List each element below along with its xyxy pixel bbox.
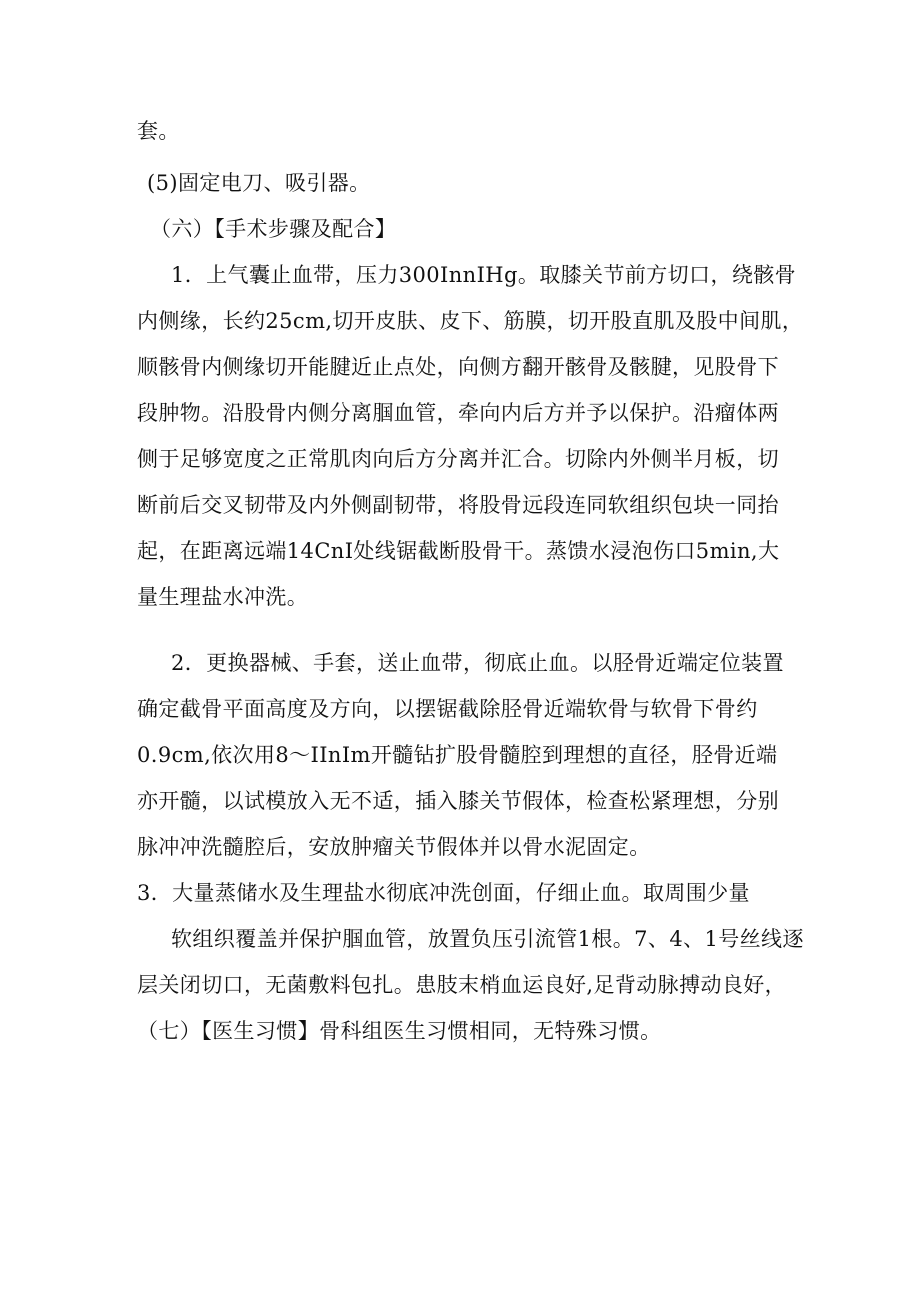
- step-2-line-1: 2．更换器械、手套，送止血带，彻底止血。以胫骨近端定位装置: [171, 651, 784, 675]
- step-1-line-5: 侧于足够宽度之正常肌肉向后方分离并汇合。切除内外侧半月板，切: [137, 447, 779, 471]
- step-1-line-6: 断前后交叉韧带及内外侧副韧带，将股骨远段连同软组织包块一同抬: [137, 493, 779, 517]
- step-1-line-3: 顺骸骨内侧缘切开能腱近止点处，向侧方翻开骸骨及骸腱，见股骨下: [137, 355, 779, 379]
- step-3-line-2: 软组织覆盖并保护腘血管，放置负压引流管1根。7、4、1号丝线逐: [171, 927, 804, 951]
- step-2-line-4: 亦开髓，以试模放入无不适，插入膝关节假体，检查松紧理想，分别: [137, 789, 779, 813]
- step-1-line-1: 1．上气囊止血带，压力300InnIHg。取膝关节前方切口，绕骸骨: [171, 263, 797, 287]
- step-2-line-3: 0.9cm,依次用8～IInIm开髓钻扩股骨髓腔到理想的直径，胫骨近端: [137, 743, 778, 767]
- text-line-item-5: (5)固定电刀、吸引器。: [147, 171, 371, 195]
- section-heading-7: （七）【医生习惯】骨科组医生习惯相同，无特殊习惯。: [137, 1019, 662, 1043]
- step-3-line-3: 层关闭切口，无菌敷料包扎。患肢末梢血运良好,足背动脉搏动良好，: [137, 973, 787, 997]
- step-1-line-4: 段肿物。沿股骨内侧分离腘血管，牵向内后方并予以保护。沿瘤体两: [137, 401, 779, 425]
- step-2-line-2: 确定截骨平面高度及方向，以摆锯截除胫骨近端软骨与软骨下骨约: [137, 697, 758, 721]
- step-1-line-8: 量生理盐水冲洗。: [137, 585, 309, 609]
- step-2-line-5: 脉冲冲洗髓腔后，安放肿瘤关节假体并以骨水泥固定。: [137, 835, 651, 859]
- text-line-continuation: 套。: [137, 119, 180, 143]
- step-3-line-1: 3．大量蒸储水及生理盐水彻底冲洗创面，仔细止血。取周围少量: [137, 881, 750, 905]
- section-heading-6: （六）【手术步骤及配合】: [150, 217, 397, 241]
- step-1-line-7: 起，在距离远端14CnI处线锯截断股骨干。蒸馈水浸泡伤口5min,大: [137, 539, 780, 563]
- step-1-line-2: 内侧缘，长约25cm,切开皮肤、皮下、筋膜，切开股直肌及股中间肌，: [137, 309, 804, 333]
